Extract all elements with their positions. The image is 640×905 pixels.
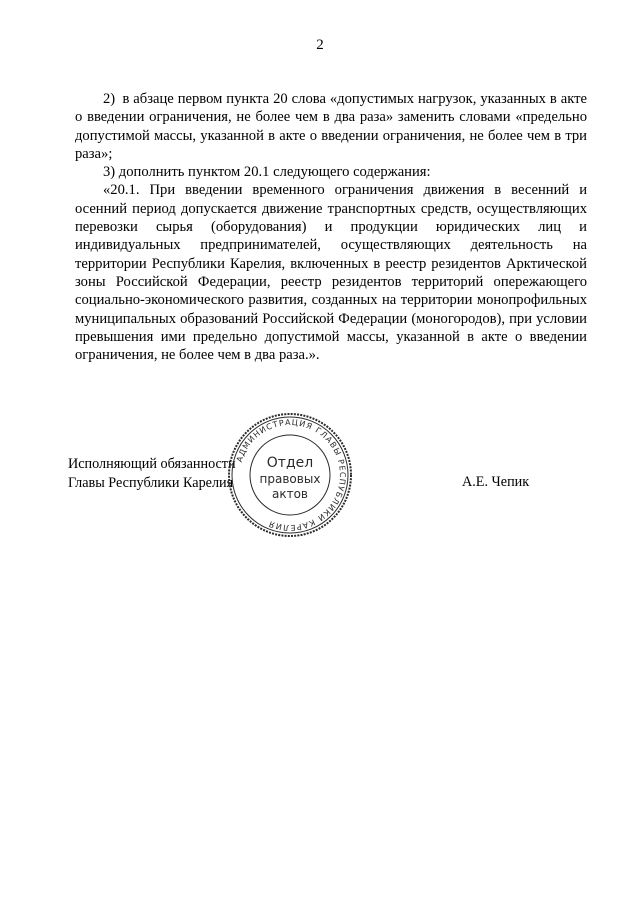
- signer-name: А.Е. Чепик: [462, 473, 530, 490]
- stamp-center-line2: правовых: [259, 472, 321, 486]
- paragraph-item-3: 3) дополнить пунктом 20.1 следующего содержания:: [103, 164, 431, 181]
- paragraph-item-2: 2) в абзаце первом пункта 20 слова «допустимых нагрузок, указанных в акте о введении ограничения, не более чем в два раза» заменить словами «предельно допустимой массы, указанной в акте о введении ограничения, не более чем в три раза»;: [75, 91, 587, 162]
- official-stamp: [225, 410, 355, 540]
- signer-title-line2: Главы Республики Карелия: [68, 474, 234, 491]
- stamp-ring-text: АДМИНИСТРАЦИЯ ГЛАВЫ РЕСПУБЛИКИ КАРЕЛИЯ: [234, 417, 348, 533]
- page-number: 2: [316, 37, 324, 53]
- stamp-center-line3: актов: [271, 487, 309, 501]
- document-body: [75, 90, 587, 364]
- paragraph-point-20-1: «20.1. При введении временного ограничения движения в весенний и осенний период допускается движение транспортных средств, осуществляющих перевозки сырья (оборудования) и продукции юридических лиц и индивидуальных предпринимателей, осуществляющих деятельность на территории Республики Карелия, включенных в реестр резидентов Арктической зоны Российской Федерации, реестр резидентов территорий опережающего социально-экономического развития, созданных на территории монопрофильных муниципальных образований Российской Федерации (моногородов), при условии превышения ими предельно допустимой массы, указанной в акте о введении ограничения, не более чем в два раза.».: [75, 182, 587, 364]
- stamp-center-line1: Отдел: [266, 455, 314, 471]
- signature-block: [68, 455, 236, 492]
- signer-title-line1: Исполняющий обязанности: [68, 456, 236, 472]
